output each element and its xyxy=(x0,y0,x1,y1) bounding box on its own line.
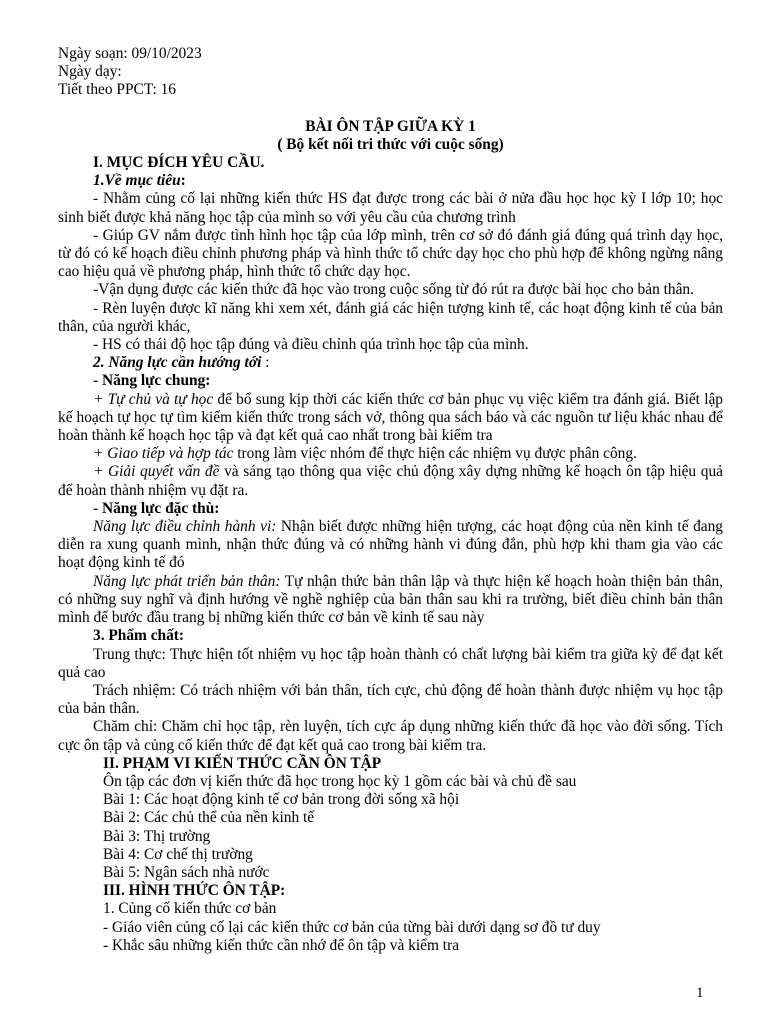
item-lead: Năng lực phát triển bản thân: xyxy=(93,572,281,590)
quality-item: Trung thực: Thực hiện tốt nhiệm vụ học tập hoàn thành có chất lượng bài kiểm tra giữa kỳ để đạt kết quả cao xyxy=(58,645,723,681)
specific-competency-item xyxy=(58,573,723,628)
objective-item: - Rèn luyện được kĩ năng khi xem xét, đánh giá các hiện tượng kinh tế, các hoạt động kinh tế của bản thân, của người khác, xyxy=(58,299,723,335)
general-competency-item xyxy=(58,463,723,499)
item-lead: + Giải quyết vấn đề xyxy=(93,463,220,481)
item-text: để bổ sung kịp thời các kiến thức cơ bản phục vụ việc kiểm tra đánh giá. Biết lập kế hoạch tự học tự tìm kiếm kiến thức trong sách vở, thông qua sách báo và các nguồn tư liệu khác nhau để hoàn thành kế hoạch học tập và đạt kết quả cao nhất trong bài kiểm tra xyxy=(58,390,723,445)
lesson-item: Bài 1: Các hoạt động kinh tế cơ bản trong đời sống xã hội xyxy=(103,791,460,809)
section-2-heading: II. PHẠM VI KIẾN THỨC CẦN ÔN TẬP xyxy=(103,754,382,772)
qualities-label: 3. Phẩm chất: xyxy=(93,627,185,645)
specific-competency-label: - Năng lực đặc thù: xyxy=(93,499,220,517)
lesson-item: Bài 4: Cơ chế thị trường xyxy=(103,845,253,863)
item-text: trong làm việc nhóm để thực hiện các nhiệm vụ được phân công. xyxy=(233,445,637,463)
section-1-heading: I. MỤC ĐÍCH YÊU CẦU. xyxy=(93,154,265,172)
doc-title: BÀI ÔN TẬP GIỮA KỲ 1 xyxy=(305,117,476,135)
general-competency-item xyxy=(58,391,723,446)
prep-date: Ngày soạn: 09/10/2023 xyxy=(58,45,202,62)
competency-colon: : xyxy=(261,354,270,372)
objectives-colon: : xyxy=(180,172,186,190)
item-lead: + Giao tiếp và hợp tác xyxy=(93,445,234,463)
item-text: Nhận biết được những hiện tượng, các hoạt động của nền kinh tế đang diễn ra xung quanh mình, nhận thức đúng và có những hành vi đúng đắn, phù hợp khi tham gia vào các hoạt động kinh tế đó xyxy=(58,518,723,572)
scope-intro: Ôn tập các đơn vị kiến thức đã học trong học kỳ 1 gồm các bài và chủ đề sau xyxy=(103,772,577,790)
review-item: - Khắc sâu những kiến thức cần nhớ để ôn tập và kiểm tra xyxy=(103,936,460,954)
item-lead: + Tự chủ và tự học xyxy=(93,390,214,408)
objective-item: - HS có thái độ học tập đúng và điều chỉnh qúa trình học tập của mình. xyxy=(93,336,529,354)
objectives-heading xyxy=(58,172,723,190)
doc-subtitle: ( Bộ kết nối tri thức với cuộc sống) xyxy=(277,135,504,153)
item-text: và sáng tạo thông qua việc chủ động xây dựng những kế hoạch ôn tập hiệu quả để hoàn thành nhiệm vụ đặt ra. xyxy=(58,463,724,499)
objective-item: - Nhằm củng cố lại những kiến thức HS đạt được trong các bài ở nửa đầu học học kỳ I lớp 10; học sinh biết được khả năng học tập của mình so với yêu cầu của chương trình xyxy=(58,190,723,226)
objective-item: -Vận dụng được các kiến thức đã học vào trong cuộc sống từ đó rút ra được bài học cho bản thân. xyxy=(93,281,694,299)
page-number: 1 xyxy=(696,985,704,1001)
document-page xyxy=(58,45,723,955)
lesson-period: Tiết theo PPCT: 16 xyxy=(58,81,176,99)
competency-heading xyxy=(58,354,723,372)
specific-competency-item xyxy=(58,518,723,573)
lesson-item: Bài 5: Ngân sách nhà nước xyxy=(103,863,270,881)
quality-item: Chăm chỉ: Chăm chỉ học tập, rèn luyện, tích cực áp dụng những kiến thức đã học vào đời sống. Tích cực ôn tập và củng cố kiến thức để đạt kết quả cao trong bài kiểm tra. xyxy=(58,718,723,754)
section-3-heading: III. HÌNH THỨC ÔN TẬP: xyxy=(103,882,286,900)
lesson-item: Bài 2: Các chủ thể của nền kinh tế xyxy=(103,809,315,827)
quality-item: Trách nhiệm: Có trách nhiệm với bản thân, tích cực, chủ động để hoàn thành được nhiệm vụ học tập của bản thân. xyxy=(58,681,723,718)
competency-label: 2. Năng lực cần hướng tới xyxy=(93,354,262,372)
review-item: 1. Củng cố kiến thức cơ bản xyxy=(103,900,277,918)
item-text: Tự nhận thức bản thân lập và thực hiện kế hoạch hoàn thiện bản thân, có những suy nghĩ và định hướng về nghề nghiệp của bản thân sau khi ra trường, biết điều chỉnh bản thân mình để bước đầu trang bị những kiến thức cơ bản về kinh tế sau này xyxy=(58,572,723,627)
objective-item: - Giúp GV nắm được tình hình học tập của lớp mình, trên cơ sở đó đánh giá đúng quá trình dạy học, từ đó có kế hoạch điều chỉnh phương pháp và hình thức tổ chức dạy học cho phù hợp để không ngừng nâng cao hiệu quả về phương pháp, hình thức tổ chức dạy học. xyxy=(58,226,723,281)
objectives-label: 1.Về mục tiêu xyxy=(93,172,181,190)
general-competency-item xyxy=(58,445,723,463)
lesson-item: Bài 3: Thị trường xyxy=(103,827,211,845)
general-competency-label: - Năng lực chung: xyxy=(93,372,211,390)
teach-date: Ngày dạy: xyxy=(58,63,122,81)
review-item: - Giáo viên củng cố lại các kiến thức cơ bản của từng bài dưới dạng sơ đồ tư duy xyxy=(103,918,601,936)
item-lead: Năng lực điều chỉnh hành vi: xyxy=(93,518,277,536)
